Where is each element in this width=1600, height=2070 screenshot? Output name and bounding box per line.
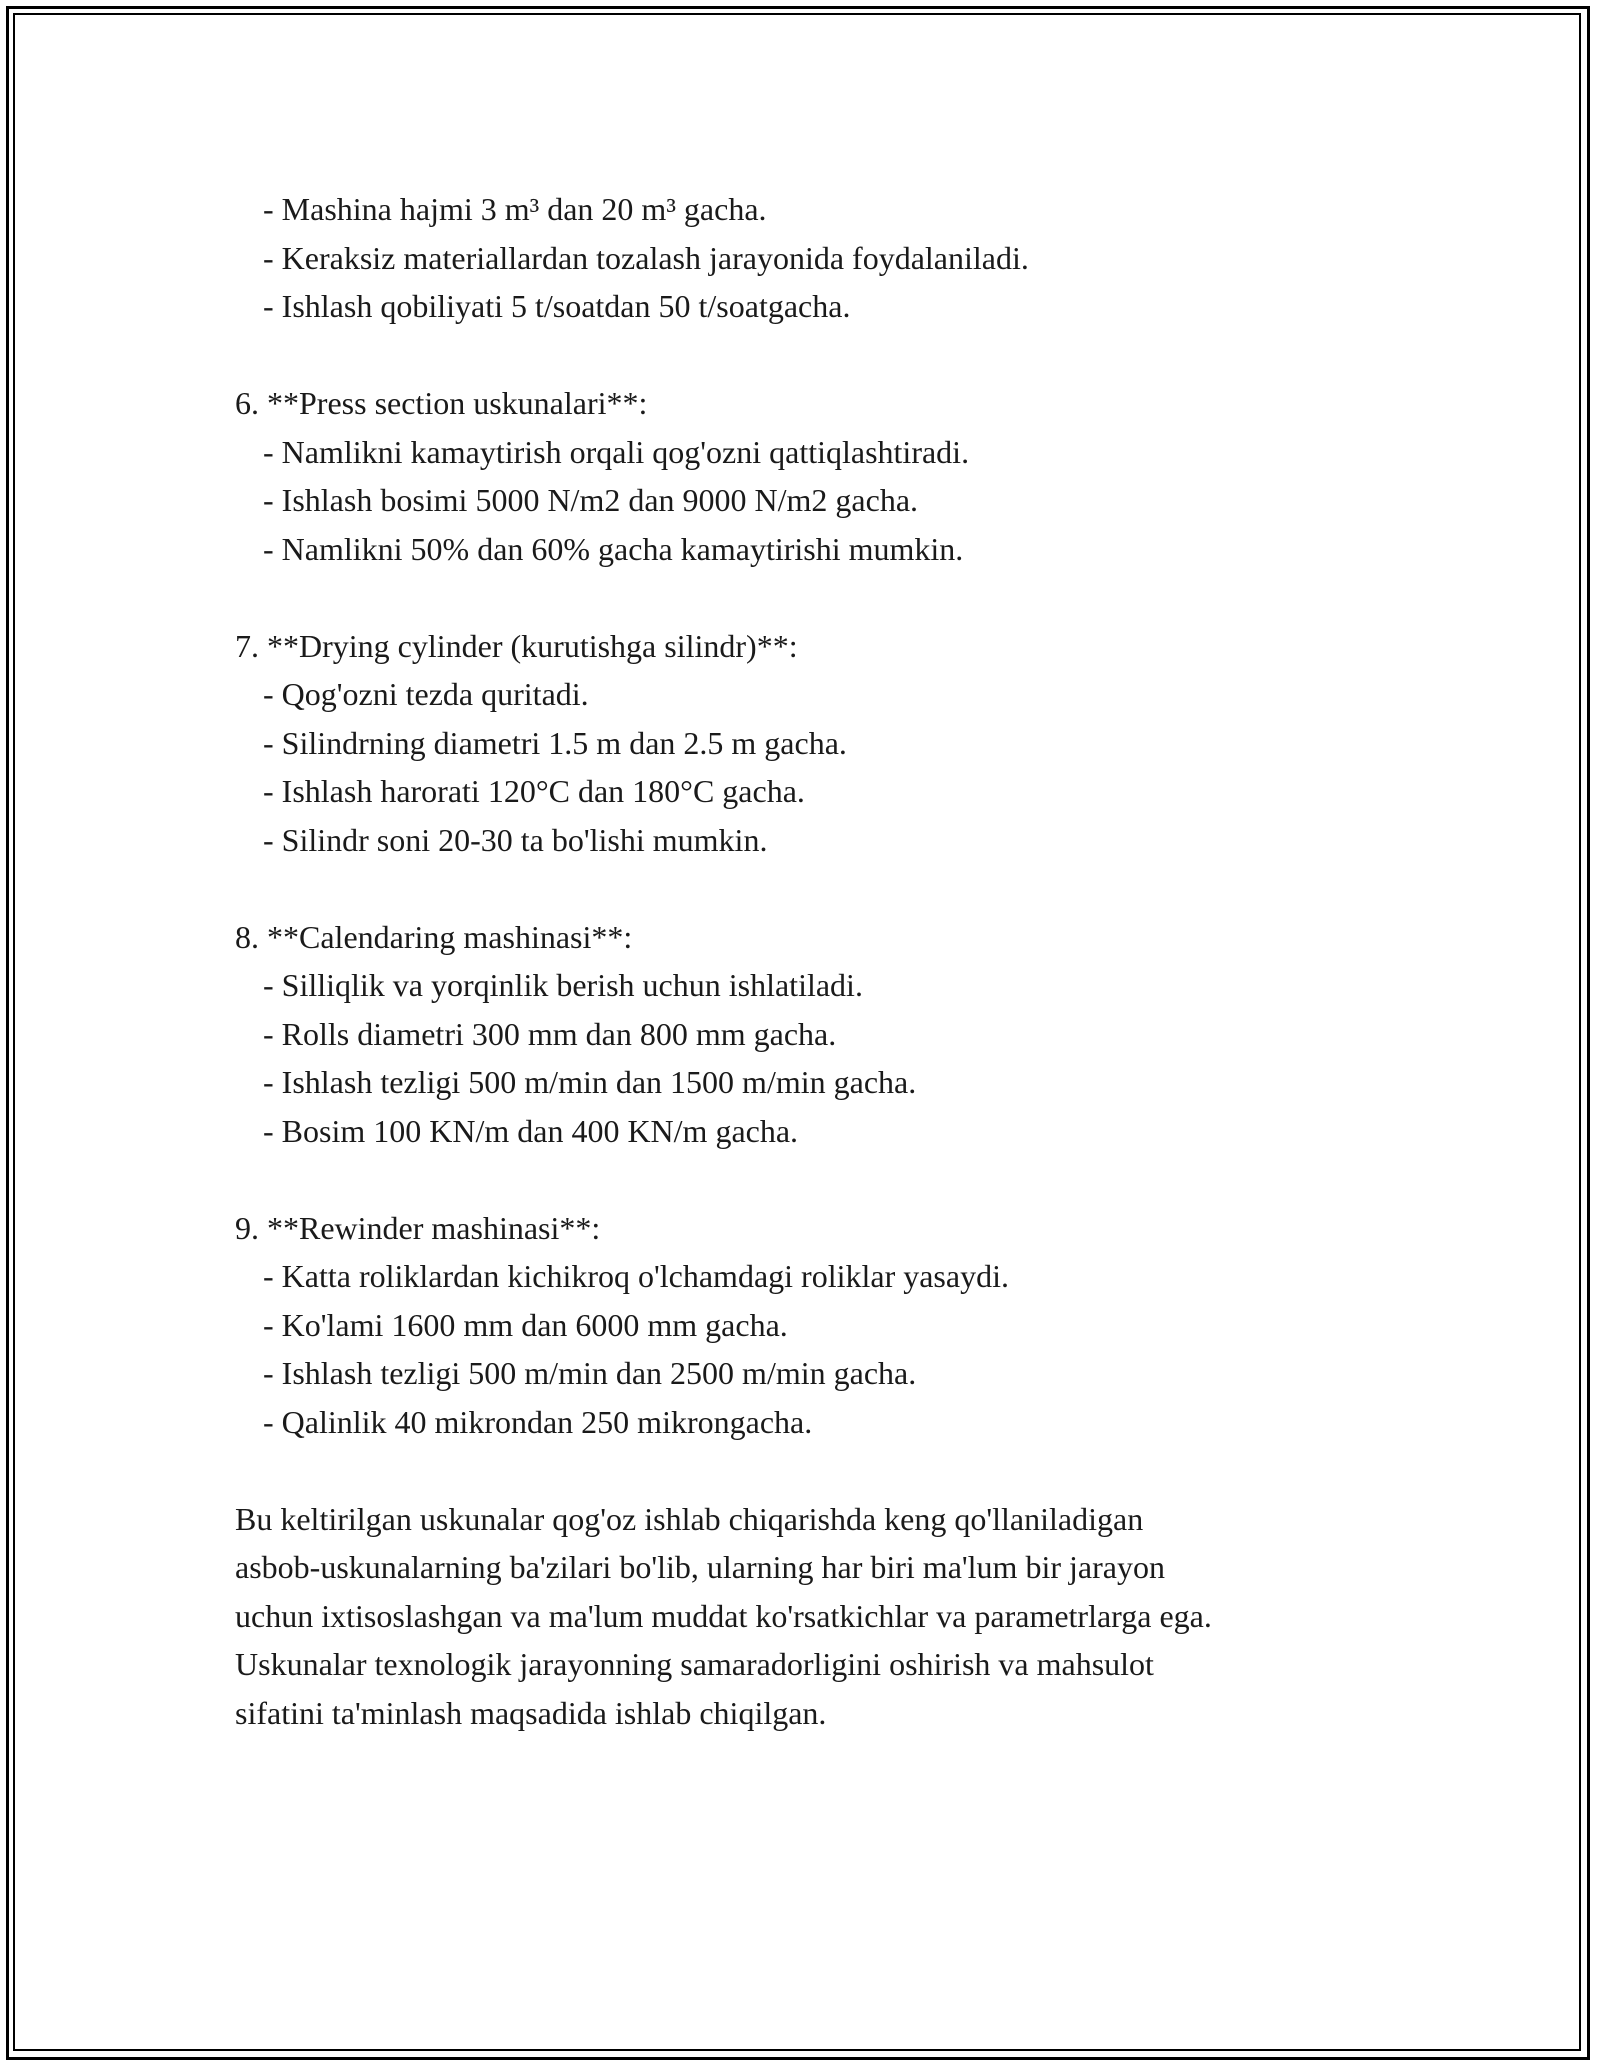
list-item: - Silindr soni 20-30 ta bo'lishi mumkin. xyxy=(263,821,768,858)
spacer xyxy=(235,1155,1375,1204)
section-heading: 9. **Rewinder mashinasi**: xyxy=(235,1209,601,1246)
spacer xyxy=(235,864,1375,913)
list-item: - Ko'lami 1600 mm dan 6000 mm gacha. xyxy=(263,1306,788,1343)
spacer xyxy=(235,1446,1375,1495)
spacer xyxy=(235,573,1375,622)
list-item: - Ishlash qobiliyati 5 t/soatdan 50 t/soatgacha. xyxy=(263,288,851,324)
list-item: - Keraksiz materiallardan tozalash jarayonida foydalaniladi. xyxy=(263,239,1029,276)
document-body xyxy=(235,185,1375,1737)
list-item: - Silindrning diametri 1.5 m dan 2.5 m gacha. xyxy=(263,724,847,761)
paragraph-line: Bu keltirilgan uskunalar qog'oz ishlab chiqarishda keng qo'llaniladigan xyxy=(235,1500,1144,1537)
list-item: - Ishlash harorati 120°C dan 180°C gacha. xyxy=(263,773,805,809)
section-rewinder xyxy=(235,1204,1375,1447)
list-item: - Silliqlik va yorqinlik berish uchun ishlatiladi. xyxy=(263,967,863,1003)
section-heading: 6. **Press section uskunalari**: xyxy=(235,385,648,421)
list-item: - Qalinlik 40 mikrondan 250 mikrongacha. xyxy=(263,1403,813,1440)
list-item: - Ishlash tezligi 500 m/min dan 2500 m/min gacha. xyxy=(263,1355,917,1391)
list-item: - Bosim 100 KN/m dan 400 KN/m gacha. xyxy=(263,1112,799,1149)
list-item: - Namlikni kamaytirish orqali qog'ozni qattiqlashtiradi. xyxy=(263,433,970,470)
section-heading: 8. **Calendaring mashinasi**: xyxy=(235,918,633,955)
list-item: - Ishlash bosimi 5000 N/m2 dan 9000 N/m2 gacha. xyxy=(263,482,919,518)
paragraph-line: uchun ixtisoslashgan va ma'lum muddat ko'rsatkichlar va parametrlarga ega. xyxy=(235,1597,1212,1634)
spacer xyxy=(235,331,1375,380)
section-drying xyxy=(235,622,1375,865)
list-item: - Mashina hajmi 3 m³ dan 20 m³ gacha. xyxy=(263,191,767,227)
list-item: - Ishlash tezligi 500 m/min dan 1500 m/min gacha. xyxy=(263,1064,917,1100)
section-heading: 7. **Drying cylinder (kurutishga silindr)**: xyxy=(235,627,798,664)
paragraph-line: Uskunalar texnologik jarayonning samaradorligini oshirish va mahsulot xyxy=(235,1646,1154,1682)
list-item: - Qog'ozni tezda quritadi. xyxy=(263,676,589,712)
paragraph-line: asbob-uskunalarning ba'zilari bo'lib, ularning har biri ma'lum bir jarayon xyxy=(235,1549,1165,1585)
list-item: - Rolls diametri 300 mm dan 800 mm gacha. xyxy=(263,1015,837,1052)
intro-list xyxy=(235,185,1375,331)
list-item: - Namlikni 50% dan 60% gacha kamaytirishi mumkin. xyxy=(263,530,964,567)
list-item: - Katta roliklardan kichikroq o'lchamdagi roliklar yasaydi. xyxy=(263,1258,1009,1294)
paragraph-line: sifatini ta'minlash maqsadida ishlab chiqilgan. xyxy=(235,1694,827,1731)
section-calendaring xyxy=(235,913,1375,1156)
section-press xyxy=(235,379,1375,573)
closing-paragraph xyxy=(235,1495,1375,1738)
